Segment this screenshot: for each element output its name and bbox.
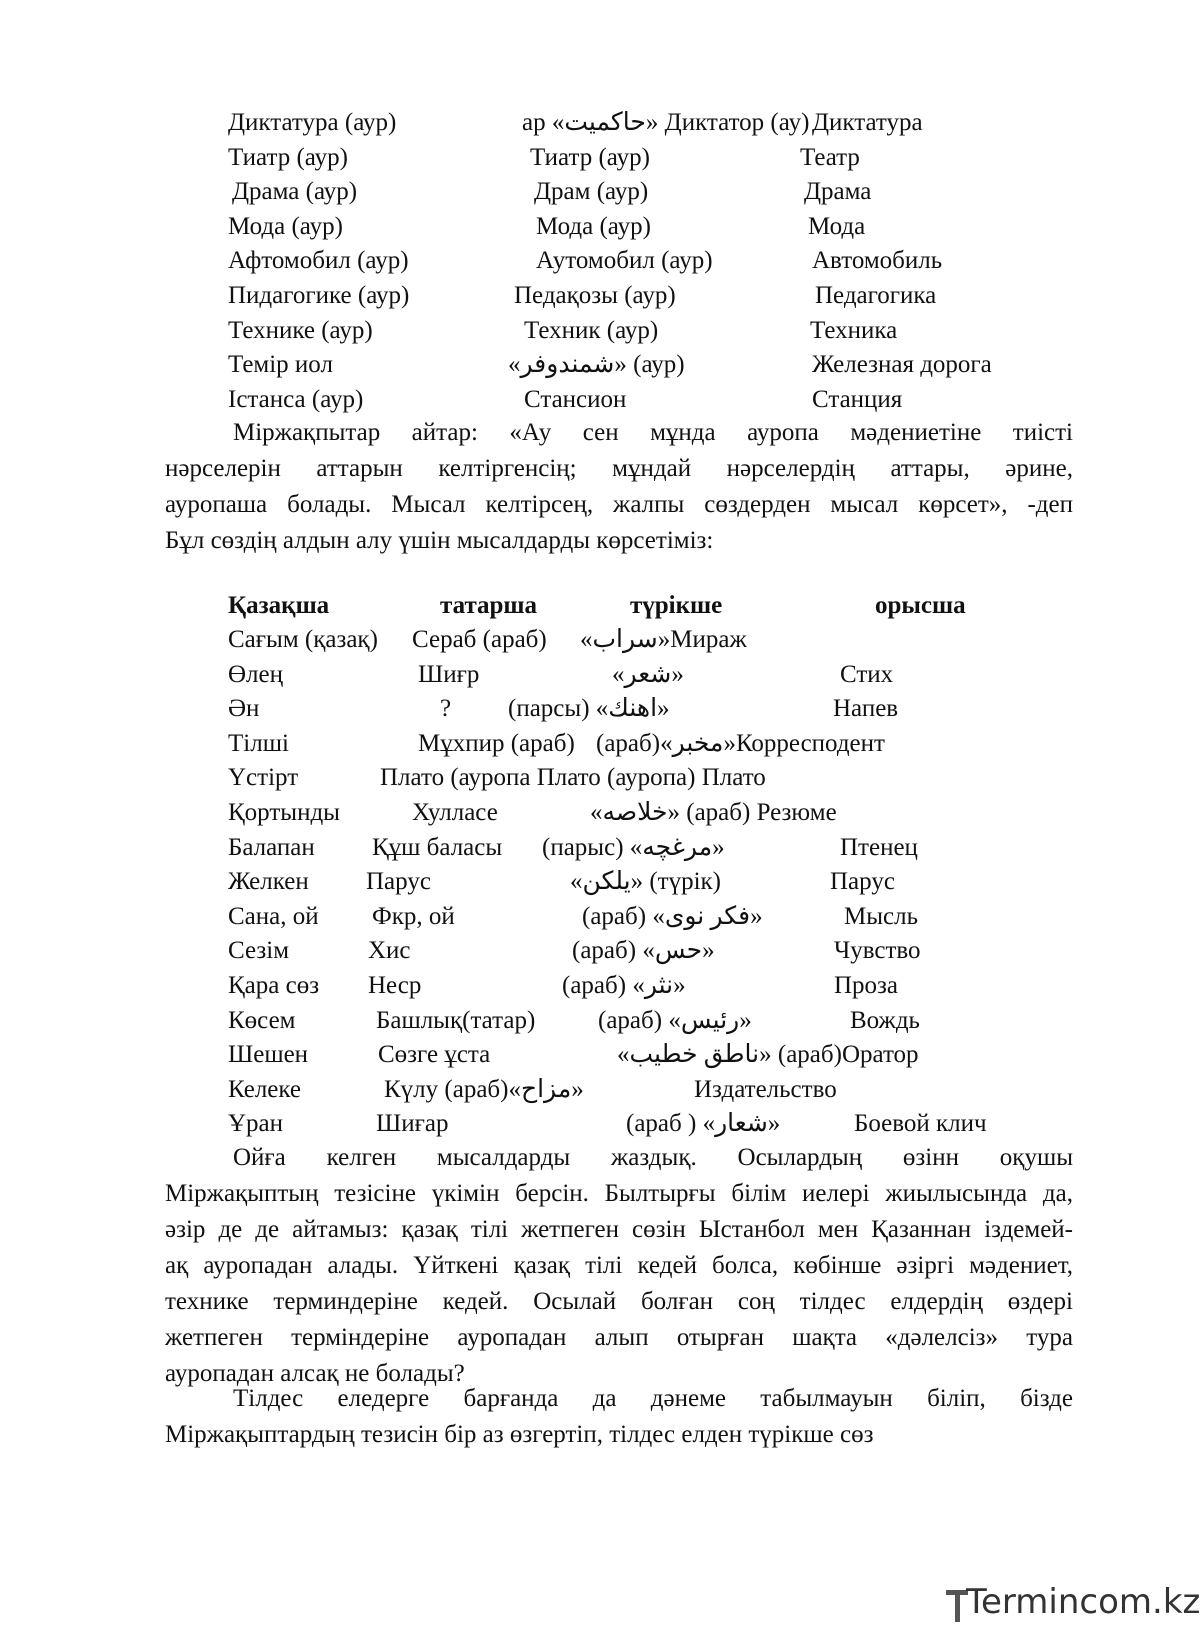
paragraph-line: Міржақпытар айтар: «Ау сен мұнда ауропа мәдениетіне тиісті xyxy=(233,419,1073,446)
table1-cell: Театр xyxy=(800,143,860,171)
table2-cell: Шиғар xyxy=(376,1110,449,1138)
paragraph-line: Міржақыптардың тезисін бір аз өзгертіп, тілдес елден түрікше сөз xyxy=(165,1421,874,1448)
table1-cell: Аутомобил (аур) xyxy=(536,247,713,275)
table2-cell: Көсем xyxy=(228,1006,296,1034)
table2-cell: Вождь xyxy=(850,1006,920,1034)
table2-cell: (араб ) «شعار» xyxy=(626,1110,781,1138)
table2-cell: Шешен xyxy=(228,1041,309,1069)
table2-cell: (араб) «فكر نوى» xyxy=(582,902,763,930)
table1-cell: «شمندوفر» (аур) xyxy=(508,351,685,379)
table1-cell: ар «حاکمیت» Диктатор (ау) xyxy=(522,109,810,136)
table2-cell: Ұран xyxy=(228,1110,284,1138)
table2-cell: Сезім xyxy=(228,937,290,965)
table2-cell: Құш баласы xyxy=(372,833,503,861)
table2-cell: Плато (ауропа Плато (ауропа) Плато xyxy=(380,764,766,792)
table2-cell: Чувство xyxy=(834,937,921,965)
table2-header-cell: татарша xyxy=(440,592,538,619)
table1-cell: Мода (аур) xyxy=(228,212,343,240)
paragraph-1 xyxy=(165,415,1073,559)
table2-cell: Сөзге ұста xyxy=(378,1041,491,1069)
table2-cell: (парсы) «اهنك» xyxy=(508,695,670,723)
table2-cell: Неср xyxy=(368,972,422,999)
table2-cell: «شعر» xyxy=(612,660,684,688)
table1-cell: Мода xyxy=(808,212,866,240)
table2-cell: Башлық(татар) xyxy=(376,1006,536,1034)
paragraph-line: Тілдес еледерге барғанда да дәнеме табылмауын біліп, бізде xyxy=(233,1385,1073,1412)
table2-header-cell: түрікше xyxy=(630,592,723,619)
paragraph-line: Міржақыптың тезісіне үкімін берсін. Былтырғы білім иелері жиылысында да, xyxy=(165,1180,1073,1207)
table2-cell: «ناطق خطیب» (араб)Оратор xyxy=(617,1041,919,1069)
table1-cell: Диктатура xyxy=(812,109,923,136)
paragraph-line: Ойға келген мысалдарды жаздық. Осылардың өзінн оқушы xyxy=(233,1144,1073,1171)
table2-cell: Қара сөз xyxy=(228,972,320,999)
table2-cell: «سراب»Мираж xyxy=(580,626,747,653)
paragraph-line: жетпеген термiндеріне ауропадан алып отырған шақта «дәлелсіз» тура xyxy=(165,1324,1073,1351)
table2-cell: Напев xyxy=(833,695,899,723)
table2-cell: Шиғр xyxy=(418,660,480,688)
paragraph-3 xyxy=(165,1381,1073,1453)
table1-cell: Железная дорога xyxy=(812,351,992,379)
paragraph-line: ауропаша болады. Мысал келтірсең, жалпы сөздерден мысал көрсет», -деп xyxy=(165,491,1073,518)
table2-cell: Сана, ой xyxy=(228,902,319,930)
table2-cell: (араб) «حس» xyxy=(572,937,715,965)
table1-cell: Стансион xyxy=(524,385,627,413)
table2-cell: Келеке xyxy=(228,1075,302,1103)
table2-cell: Күлу (араб)«مزاح» xyxy=(384,1075,584,1103)
table1-cell: Педагогика xyxy=(815,282,937,309)
table2-cell: Издательство xyxy=(694,1075,837,1103)
table1-cell: Драма xyxy=(804,178,872,206)
table2-cell: «یلکن» (түрік) xyxy=(570,868,721,896)
table2-cell: Парус xyxy=(830,868,895,896)
table2-cell: Балапан xyxy=(228,833,315,861)
table1-cell: Тиатр (аур) xyxy=(228,143,348,171)
table2-cell: Хулласе xyxy=(412,799,498,826)
table2-cell: Өлең xyxy=(228,660,284,688)
table2-cell: Проза xyxy=(834,972,899,999)
table1-cell: Пидагогике (аур) xyxy=(228,282,410,309)
table1-cell: Педақозы (аур) xyxy=(514,282,676,309)
table2-cell: (араб)«مخبر»Корресподент xyxy=(596,729,885,757)
table1-cell: Драма (аур) xyxy=(232,178,358,206)
table1-cell: Драм (аур) xyxy=(534,178,649,206)
table2-header-cell: Қазақша xyxy=(228,592,330,619)
paragraph-line: технике терминдеріне кедей. Осылай болған соң тілдес елдердің өздері xyxy=(165,1288,1073,1315)
table2-cell: Мұхпир (араб) xyxy=(418,729,575,757)
table1-cell: Техника xyxy=(810,316,898,344)
table2-cell: Қортынды xyxy=(228,799,340,826)
watermark-logo xyxy=(946,1582,1200,1630)
table1-cell: Технике (аур) xyxy=(228,316,373,344)
table2-cell: Желкен xyxy=(228,868,309,896)
table2-cell: Хис xyxy=(368,937,411,965)
paragraph-line: ақ ауропадан алады. Үйткені қазақ тілі кедей болса, көбінше әзіргі мәдениет, xyxy=(165,1252,1073,1279)
table2-cell: Фкр, ой xyxy=(372,902,455,930)
table2-cell: Сағым (қазақ) xyxy=(228,626,378,653)
table1-cell: Мода (аур) xyxy=(536,212,651,240)
table2-cell: Стих xyxy=(840,660,894,688)
table2-cell: ? xyxy=(440,695,452,723)
table2-cell: Боевой клич xyxy=(854,1110,987,1138)
table2-cell: Əн xyxy=(228,695,260,723)
table2-cell: «خلاصه» (араб) Резюме xyxy=(590,799,837,826)
table2-header-cell: орысша xyxy=(875,592,966,619)
table2-cell: Үстірт xyxy=(228,764,299,792)
table2-cell: Паруc xyxy=(366,868,431,896)
table1-cell: Темір иол xyxy=(228,351,333,379)
table1-cell: Станция xyxy=(812,385,903,413)
table2-cell: (парыс) «مرغچه» xyxy=(542,833,725,861)
paragraph-line: нәрселерін аттарын келтіргенсің; мұндай нәрселердің аттары, әрине, xyxy=(165,455,1073,482)
table1-cell: Тиатр (аур) xyxy=(530,143,650,171)
table1-cell: Диктатура (аур) xyxy=(228,109,397,136)
paragraph-line: ауропадан алсақ не болады? xyxy=(165,1360,465,1387)
paragraph-line: әзір де де айтамыз: қазақ тілі жетпеген сөзін Ыстанбол мен Қазаннан іздемей- xyxy=(165,1216,1073,1243)
paragraph-line: Бұл сөздің алдын алу үшін мысалдарды көрсетіміз: xyxy=(165,527,714,554)
paragraph-2 xyxy=(165,1140,1073,1392)
table1-cell: Автомобиль xyxy=(812,247,943,275)
table2-cell: Тілші xyxy=(228,729,289,757)
table1-cell: Істанса (аур) xyxy=(228,385,364,413)
table2-cell: (араб) «رئیس» xyxy=(598,1006,752,1034)
watermark-text: Termincom.kz xyxy=(966,1582,1200,1622)
table2-cell: Птенец xyxy=(840,833,918,861)
table2-cell: Сераб (араб) xyxy=(412,626,547,653)
table1-cell: Техник (аур) xyxy=(524,316,659,344)
table2-cell: (араб) «نثر» xyxy=(562,972,686,999)
table2-cell: Мысль xyxy=(844,902,918,930)
table1-cell: Афтомобил (аур) xyxy=(228,247,409,275)
